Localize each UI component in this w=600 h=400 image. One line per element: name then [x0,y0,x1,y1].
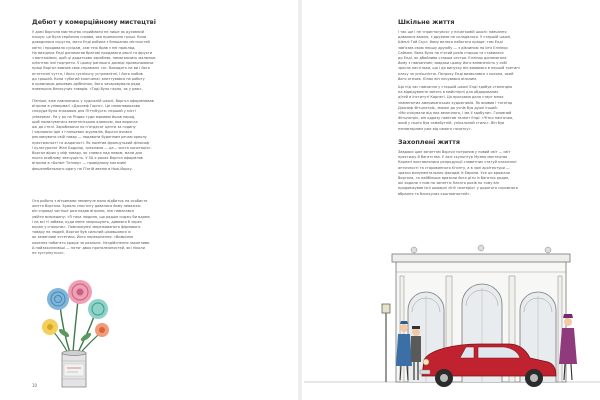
left-paragraph-1-line: На вихідних Енді допомагав братові продавати овочі та фрукти [32,50,153,55]
left-paragraph-1-line: праці Воргол вивчив своє справжнє «я». Виходить на ви і його [32,66,150,71]
left-paragraph-2-line: Пізніше, вже навчаючись у художній школі, Воргол оформлював [32,99,154,103]
left-paragraph-2-line: фешенебельного одягу на П'ятій авеню в Нью-Йорку. [32,166,133,171]
flower-teal-icon [88,299,108,319]
right-paragraph-3-line: Карнегі виставлялися репродукції славетних статуй класичної [398,160,517,165]
paragraph-1 [32,30,155,92]
left-paragraph-3-line: кохання набагато краще за реальне. Нездійснення захопливе. [32,240,151,245]
right-paragraph-1-line: Саймон. Вона була на п'ятий років старша та ставилася [398,50,504,55]
flower-coral-icon [95,323,109,337]
left-paragraph-2-line: аж до стелі. Заробляючи по п'ятдесят центи за годину [32,125,136,130]
right-paragraph-2-line: Що під час навчання у старшій школі Енді здобув стипендію [398,85,513,89]
right-paragraph-2-line: дітей в Інституті Карнегі. Ця програма дала старт юних [398,95,504,100]
right-paragraph-1-line: зав'язав свою першу дружбу — з дівчиною на ім'я Еллінор [398,45,508,50]
flower-blue-icon [47,288,69,310]
paragraph-6 [398,150,518,197]
left-paragraph-1-line: доводилося скрутно, мати Енді робила з бляшаних місткостей [32,40,150,45]
museum-building-car-illustration [304,200,600,400]
right-page [304,0,600,400]
right-paragraph-1-line: до Енді, як дбайлива старша сестра. Еллінор допомагала [398,56,507,61]
left-paragraph-1-line: новеньких блискучих товарів. «Тоді було гарно, як у раю». [32,87,143,92]
left-paragraph-1-line: квіти і продавала сусідам, сам теж брав з неї приклад. [32,45,136,50]
right-paragraph-2-line: «Ми очікували від них величного, і ми її здобули». Головний [398,111,512,116]
left-paragraph-3-line: він справді частіше розглядав вітрини, ніж намагався [32,209,134,214]
tin-can-icon [62,351,86,388]
left-paragraph-1-line: естетичні чуття, і його суспільну устремлінні, і його любов [32,71,143,76]
right-paragraph-3-line: Воргола, та найбільше вразили його діти із багатих родин, [398,176,510,181]
left-paragraph-3-line: як заманливі естетики. Його переконання: «Вимріяне [32,235,134,240]
left-paragraph-3-line: і на всі ті забави, куди мене запрошують, дивився б через [32,219,142,224]
section-heading-debut: Дебют у комерційному мистецтві [32,18,156,26]
paragraph-2 [32,99,154,172]
right-paragraph-3-line: античності та старовинного Єгипту, а в залі архітектури — [398,165,510,170]
right-paragraph-2-line: який у нього був самобутній, унікальний стиль». Він був [398,121,505,126]
right-paragraph-3-line: які ходили з ним на заняття: багато років по тому він [398,181,499,186]
left-paragraph-2-line: і черпаючи ідеї з глянцевих журналів, Воргол вчився [32,130,132,135]
right-paragraph-3-line: вбрання та блискучих коштовностей». [398,191,471,196]
flower-pink-icon [68,280,92,304]
left-paragraph-1-line: з вантажівки, щоб ці додатково заробляв, намагаючись малюнки [32,56,156,61]
street-lamp-icon [382,304,390,382]
section-heading-fascination: Захоплені життя [398,138,460,146]
right-paragraph-1-line: давалося важко, з друзями не складалося. У старшій школі, [398,35,512,40]
left-paragraph-3-line: Ота робота з вітринами неминуче мала відбиток на особисте [32,199,148,203]
left-paragraph-1-line: пошук: це була серйозна справа, яка приносила гроші. Коли [32,35,147,40]
flower-yellow-icon [42,319,58,335]
left-paragraph-1-line: клієнтам їхні портрети. У цьому раннього досвіді призвичаюючи [32,61,154,66]
right-paragraph-2-line: на відвідування занять в майстерні для обдарованих [398,90,499,95]
paragraph-4 [398,30,520,82]
left-paragraph-2-line: Воргол віриv у міф товару, як сливка над пивом, мали для [32,151,143,156]
left-paragraph-2-line: універмаг. Ри у рк на Різдво туди юрмами йшов народ, [32,114,136,119]
right-paragraph-2-line: знаменитих американських художників. Як виявив і тогатор [398,100,513,105]
right-paragraph-1-line: його оточив. Юнак він почувався вільним. [398,76,478,81]
left-paragraph-1-line: У домі Воргола мистецтво сприймали не лише як духовний [32,30,144,34]
right-paragraph-2-line: Джозеф Фітцпатрік, зможе до учнів був дуже інший: [398,105,498,110]
left-paragraph-2-line: вітрини в «Бонвіт Теллер» — провідному магазині [32,161,127,166]
left-paragraph-2-line: реклaмувати свій товар — надавати буденним речам ореолу [32,135,147,140]
left-paragraph-3-line: життя Воргола. Бувало спостигу давалося йому неважко: [32,204,142,209]
page-number: 10 [32,383,38,388]
left-paragraph-2-line: престижності та жаданості. Як помітив французький філософ [32,140,150,145]
left-paragraph-3-line: не зустрінуться». [32,251,65,256]
right-paragraph-3-line: зразки монументальних фасадів із Європи. Усе це вражало [398,170,510,175]
right-paragraph-1-line: Шенлі Гай Скул, йому велося набагато краще: там Енді [398,40,503,45]
right-paragraph-3-line: престижу й багатства. У залі скульптур Музею мистецтва [398,155,508,160]
left-paragraph-2-line: вітрини в універмагі «Джозеф Горнс». Це семиповерхова [32,104,140,109]
right-paragraph-1-line: І так ще і не «пристосувся» у початковій школі: навчання [398,30,507,34]
left-paragraph-3-line: А найзахопливіші — потяг двох протилежностей, які ніколи [32,245,145,250]
section-heading-school-life: Шкільне життя [398,18,455,26]
left-paragraph-3-line: увійти всередину: «Я така людина, що радше сиджу би вдома [32,214,150,219]
right-paragraph-1-line: зросла настільки, що і до випуску він виявився в першій третині [398,66,520,71]
left-paragraph-2-line: і культуролог Жан Бодріяр, «реклама — це… чиста конотація». [32,145,152,150]
left-paragraph-3-line: товару на людей, Воргол був сильний цікавшимся їх [32,230,131,235]
right-paragraph-1-line: класу за успішністю. Потроху Енді визволявся з кокона, який [398,71,514,76]
paragraph-5 [398,85,513,132]
right-paragraph-3-line: Завдяки цим заняттям Воргол потрапив у новий світ — світ [398,150,511,154]
left-paragraph-2-line: споруда була знаковою для Піттсбурга: перший у місті [32,109,136,114]
left-page [0,0,296,400]
right-paragraph-2-line: неповторним уже від самого початку». [398,126,472,131]
left-paragraph-3-line: екран у спальню». Помножуючі мережаваного фірмового [32,225,141,230]
book-gutter [298,0,302,400]
right-paragraph-3-line: продовжував їхні шкварні лінії «матеріо» у дорогого скромного [398,186,518,191]
left-paragraph-2-line: щоб помилуватися велетенською ялинкою, яка виросла [32,119,138,124]
tin-can-flowers-illustration [40,275,110,390]
left-paragraph-1-line: в крамницю дешевих дрібничок, його зачаровували ряди [32,82,141,87]
right-paragraph-1-line: йому з навчанням; завдяки цьому його впевненість у собі [398,61,507,66]
left-paragraph-1-line: до грошей. Коли «убогий хлопчина» впиттувався на роботу [32,76,145,81]
paragraph-3 [32,199,150,256]
left-paragraph-2-line: нього особливу значущість. У 50-х роках Воргол оформляв [32,156,143,161]
right-paragraph-2-line: Фітцпатрік, він одразу помітив талант Енді: «Чітко пам'ятаю, [398,116,514,121]
